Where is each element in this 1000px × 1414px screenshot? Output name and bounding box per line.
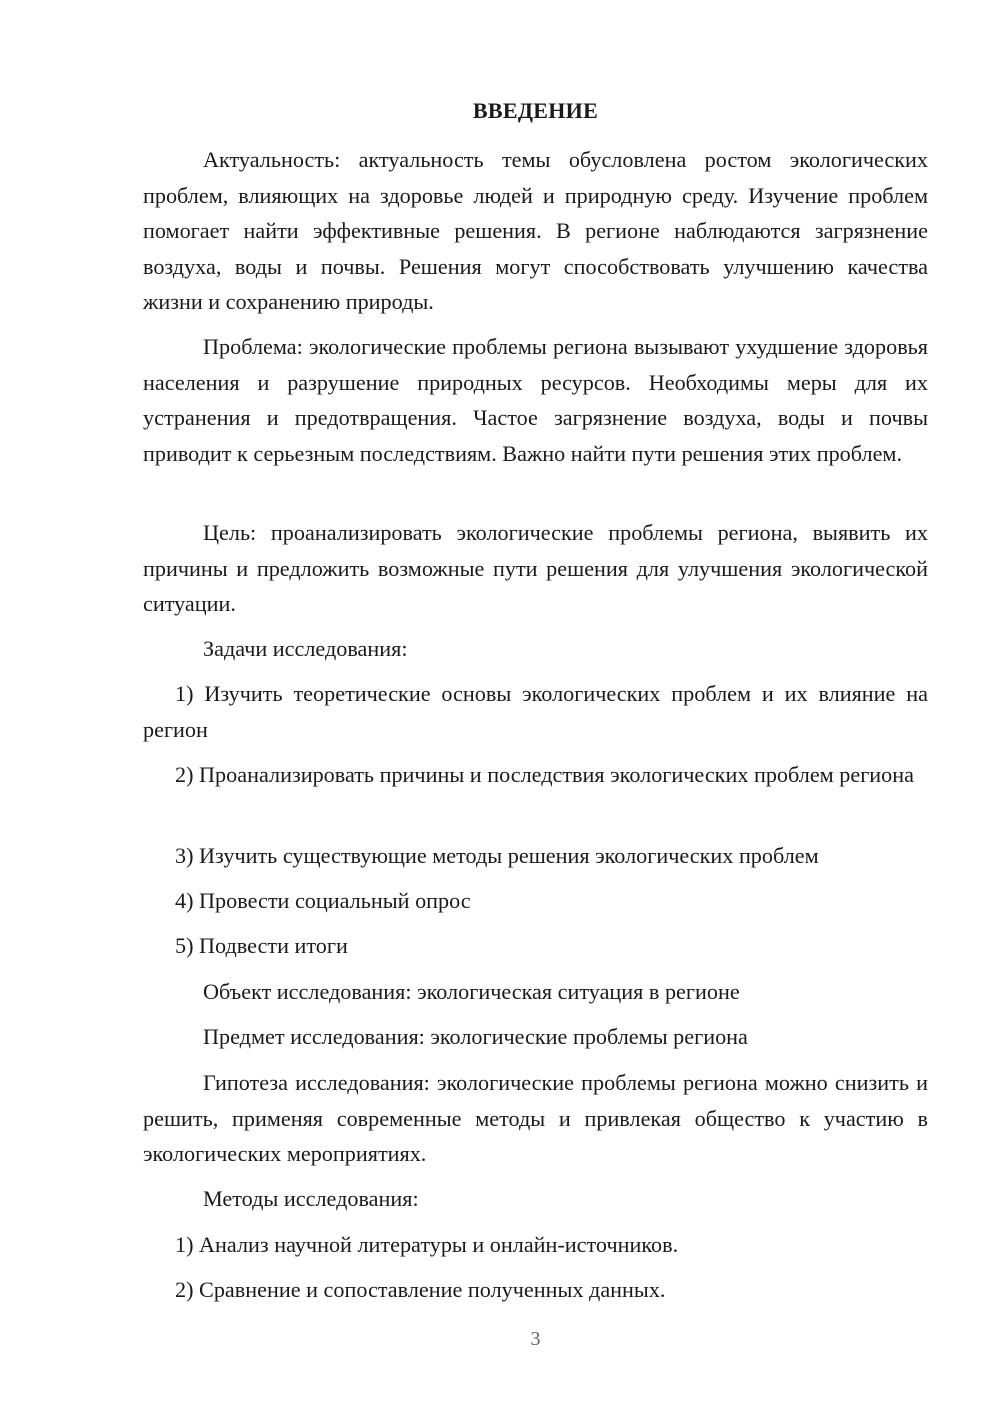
page-title: ВВЕДЕНИЕ: [472, 98, 599, 123]
methods-heading: Методы исследования:: [203, 1186, 419, 1211]
research-object: Объект исследования: экологическая ситуация в регионе: [203, 979, 740, 1004]
task-item-4: 4) Провести социальный опрос: [175, 888, 471, 913]
problem-paragraph: Проблема: экологические проблемы региона вызывают ухудшение здоровья населения и разрушение природных ресурсов. Необходимы меры для их устранения и предотвращения. Частое загрязнение воздуха, воды и почвы приводит к серьезным последствиям. Важно найти пути решения этих проблем.: [143, 334, 928, 466]
relevance-paragraph: Актуальность: актуальность темы обусловлена ростом экологических проблем, влияющих на здоровье людей и природную среду. Изучение проблем помогает найти эффективные решения. В регионе наблюдаются загрязнение воздуха, воды и почвы. Решения могут способствовать улучшению качества жизни и сохранению природы.: [143, 147, 928, 314]
page-number: 3: [530, 1328, 541, 1350]
task-item-2: 2) Проанализировать причины и последствия экологических проблем региона: [175, 762, 915, 787]
document-page: [143, 0, 928, 1414]
task-item-3: 3) Изучить существующие методы решения экологических проблем: [175, 843, 819, 868]
method-item-2: 2) Сравнение и сопоставление полученных данных.: [175, 1277, 666, 1302]
method-item-1: 1) Анализ научной литературы и онлайн-источников.: [175, 1232, 679, 1257]
goal-paragraph: Цель: проанализировать экологические проблемы региона, выявить их причины и предложить возможные пути решения для улучшения экологической ситуации.: [143, 520, 928, 616]
hypothesis-paragraph: Гипотеза исследования: экологические проблемы региона можно снизить и решить, применяя современные методы и привлекая общество к участию в экологических мероприятиях.: [143, 1070, 928, 1166]
research-subject: Предмет исследования: экологические проблемы региона: [203, 1024, 748, 1049]
tasks-heading: Задачи исследования:: [203, 636, 408, 661]
task-item-1: 1) Изучить теоретические основы экологических проблем и их влияние на регион: [143, 681, 928, 742]
task-item-5: 5) Подвести итоги: [175, 933, 348, 958]
